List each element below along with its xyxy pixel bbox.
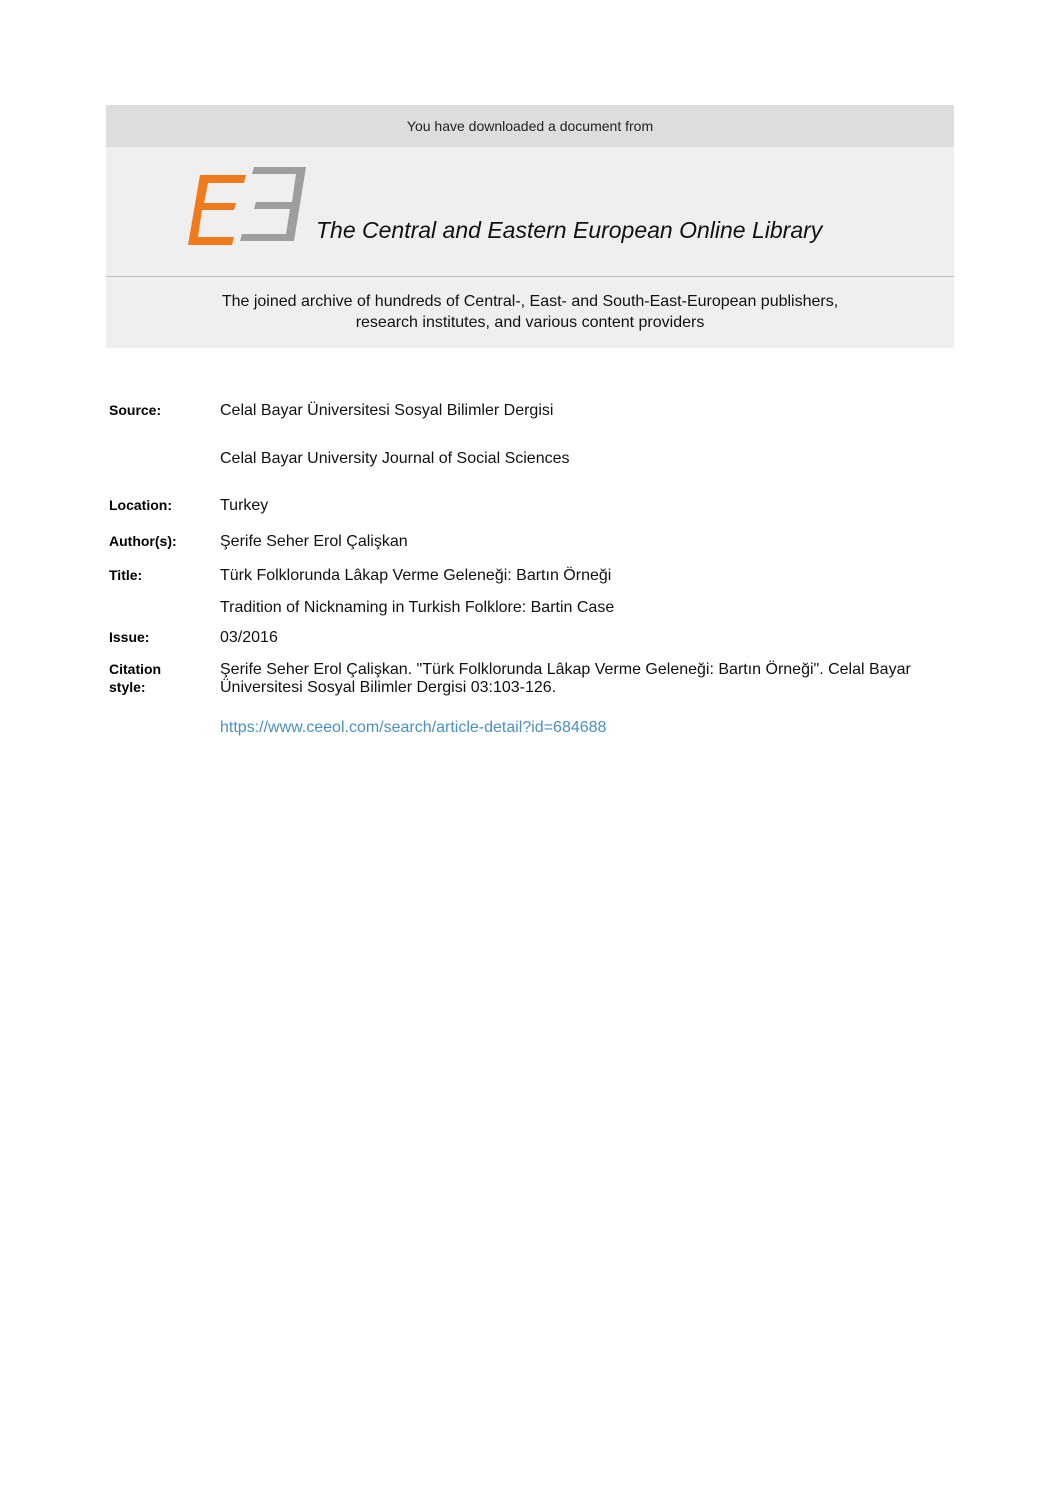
logo-row xyxy=(106,147,954,277)
ceeol-logo-icon xyxy=(178,163,312,251)
citation-label xyxy=(109,660,161,696)
source-value-english: Celal Bayar University Journal of Social Sciences xyxy=(220,450,570,467)
location-label: Location: xyxy=(109,497,172,513)
banner-description xyxy=(106,277,954,333)
issue-label: Issue: xyxy=(109,629,150,645)
citation-label-line: style: xyxy=(109,679,146,695)
article-link[interactable]: https://www.ceeol.com/search/article-detail?id=684688 xyxy=(220,719,607,736)
authors-label: Author(s): xyxy=(109,533,177,549)
ceeol-banner xyxy=(106,105,954,348)
title-value-english: Tradition of Nicknaming in Turkish Folklore: Bartin Case xyxy=(220,599,615,616)
source-label: Source: xyxy=(109,402,162,418)
article-link-container xyxy=(220,718,606,737)
source-value: Celal Bayar Üniversitesi Sosyal Bilimler Dergisi xyxy=(220,402,554,419)
citation-value: Şerife Seher Erol Çalişkan. "Türk Folklorunda Lâkap Verme Geleneği: Bartın Örneği". Celal Bayar Üniversitesi Sosyal Bilimler Dergisi 03:103-126. xyxy=(220,661,911,696)
location-value: Turkey xyxy=(220,497,269,514)
download-notice: You have downloaded a document from xyxy=(106,105,954,147)
issue-value: 03/2016 xyxy=(220,629,278,646)
title-value: Türk Folklorunda Lâkap Verme Geleneği: Bartın Örneği xyxy=(220,567,612,584)
description-line: research institutes, and various content providers xyxy=(355,314,705,331)
description-line: The joined archive of hundreds of Central-, East- and South-East-European publishers, xyxy=(221,293,839,310)
authors-value: Şerife Seher Erol Çalişkan xyxy=(220,533,408,550)
library-name: The Central and Eastern European Online Library xyxy=(316,217,823,243)
title-label: Title: xyxy=(109,567,143,583)
citation-label-line: Citation xyxy=(109,661,162,677)
